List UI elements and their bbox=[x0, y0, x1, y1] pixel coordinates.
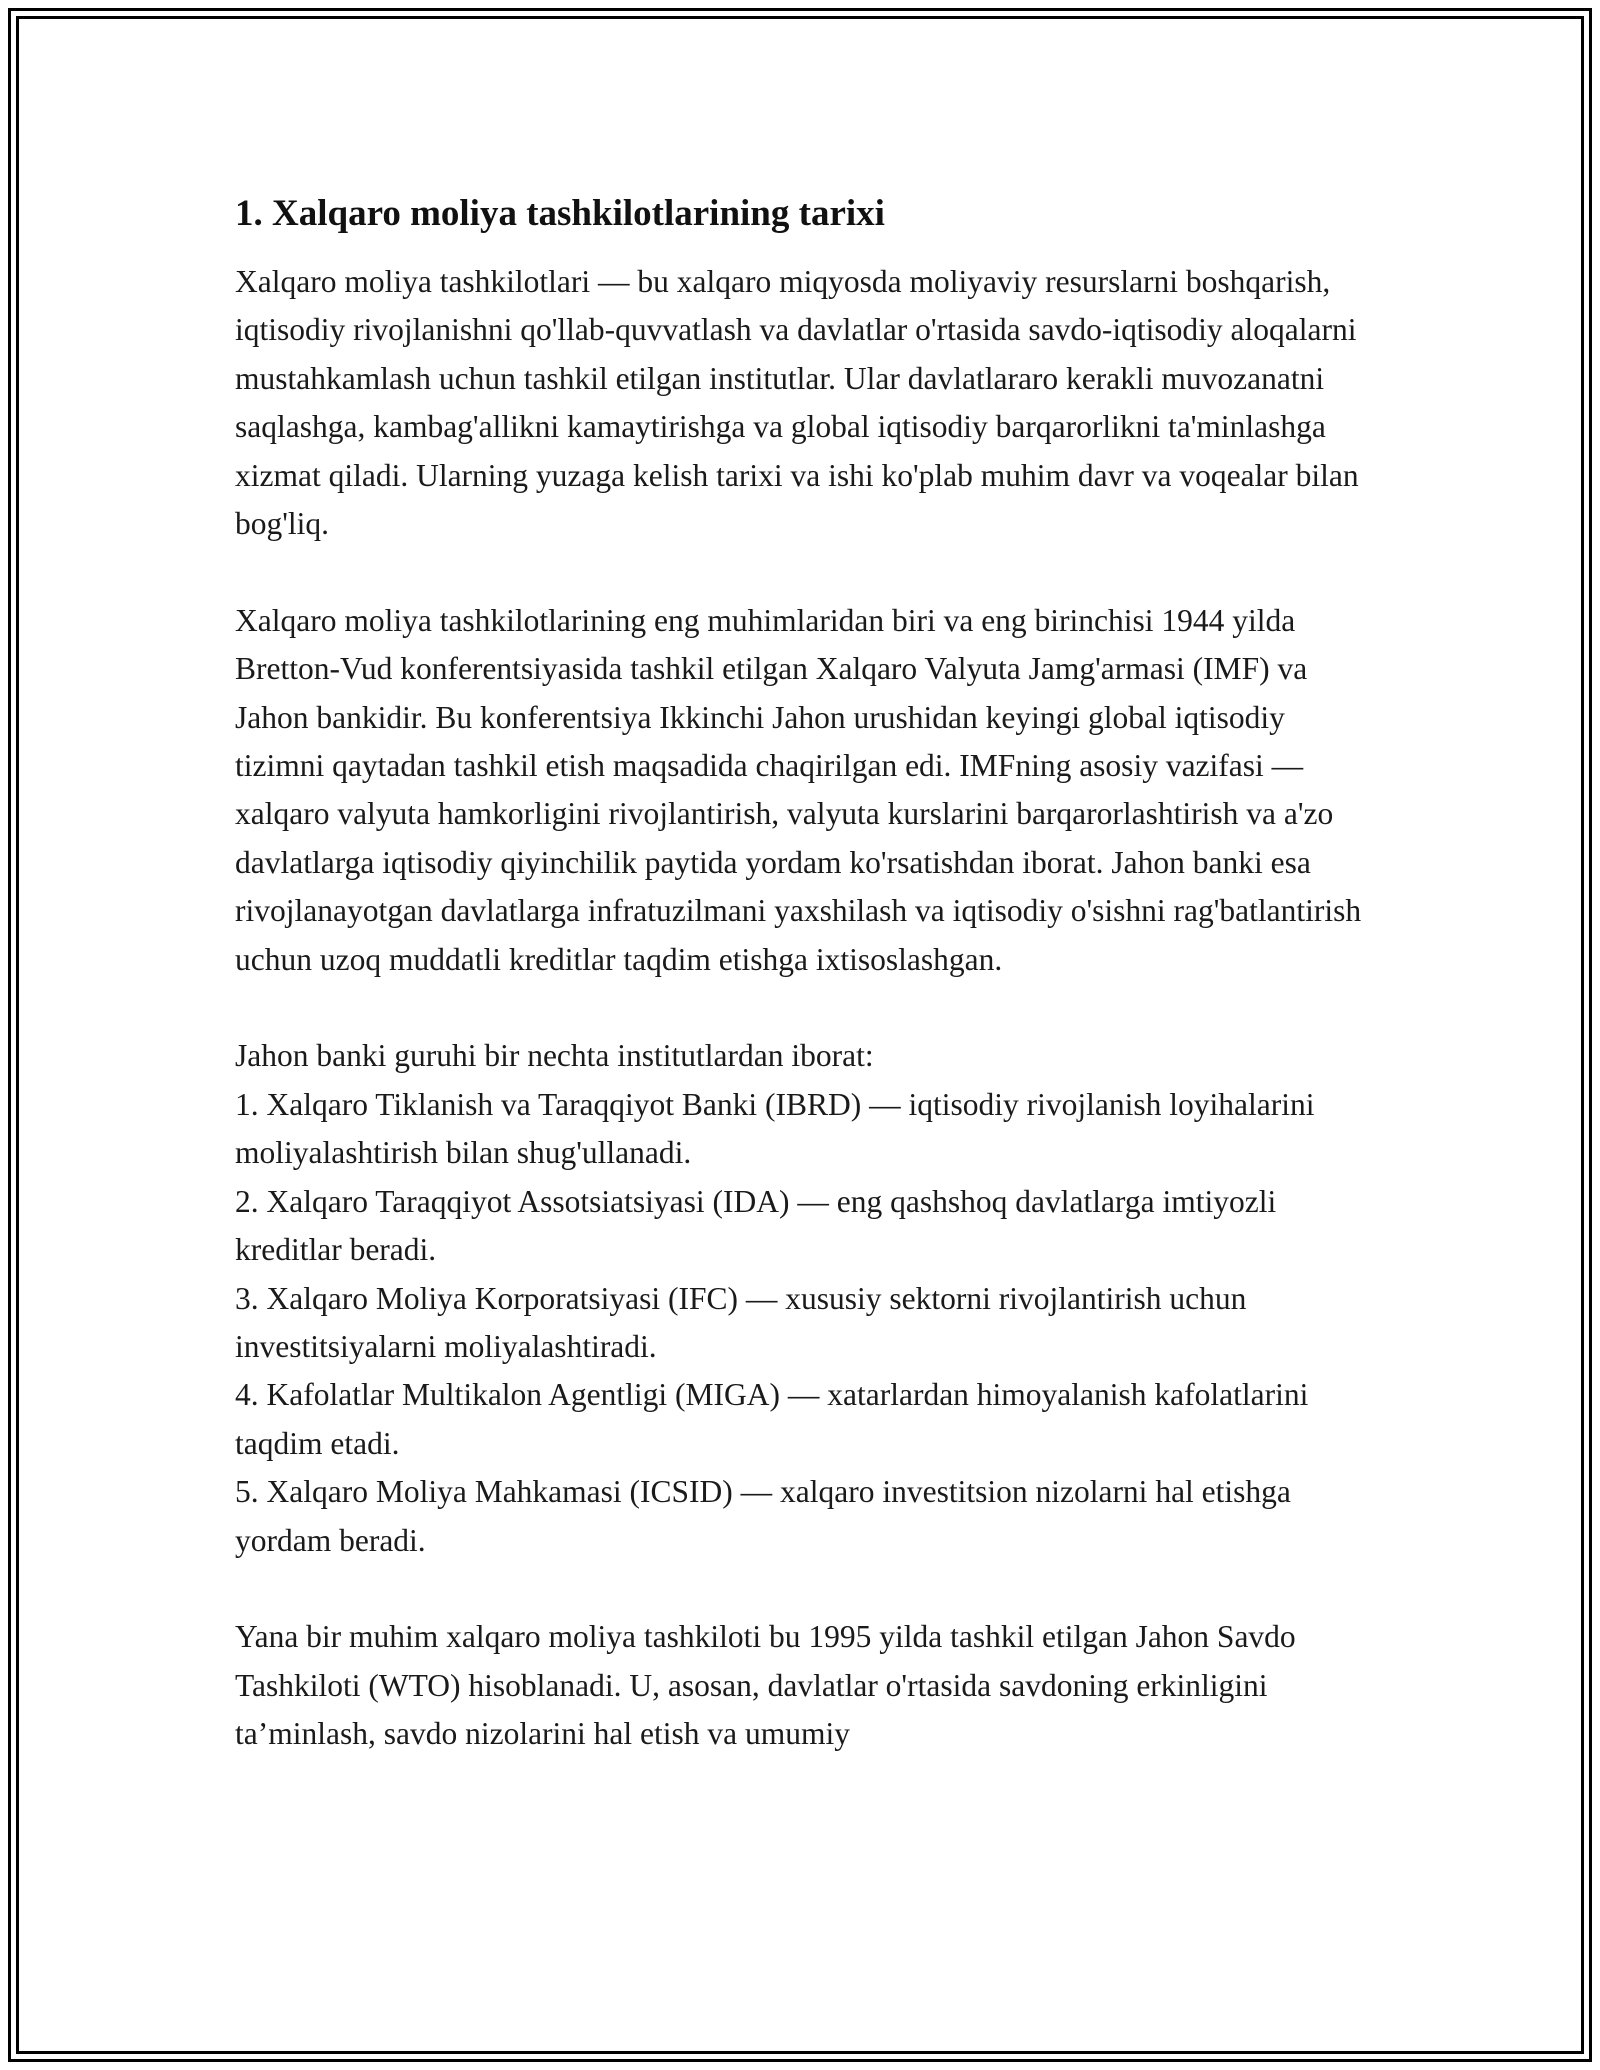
intro-paragraph: Xalqaro moliya tashkilotlari — bu xalqaro miqyosda moliyaviy resurslarni boshqarish, iqtisodiy rivojlanishni qo'llab-quvvatlash va davlatlar o'rtasida savdo-iqtisodiy aloqalarni mustahkamlash uchun tashkil etilgan institutlar. Ular davlatlararo kerakli muvozanatni saqlashga, kambag'allikni kamaytirishga va global iqtisodiy barqarorlikni ta'minlashga xizmat qiladi. Ularning yuzaga kelish tarixi va ishi ko'plab muhim davr va voqealar bilan bog'liq. bbox=[235, 264, 1367, 542]
list-item-miga: 4. Kafolatlar Multikalon Agentligi (MIGA) — xatarlardan himoyalanish kafolatlarini taqdim etadi. bbox=[235, 1377, 1309, 1461]
history-paragraph: Xalqaro moliya tashkilotlarining eng muhimlaridan biri va eng birinchisi 1944 yilda Bretton-Vud konferentsiyasida tashkil etilgan Xalqaro Valyuta Jamg'armasi (IMF) va Jahon bankidir. Bu konferentsiya Ikkinchi Jahon urushidan keyingi global iqtisodiy tizimni qaytadan tashkil etish maqsadida chaqirilgan edi. IMFning asosiy vazifasi — xalqaro valyuta hamkorligini rivojlantirish, valyuta kurslarini barqarorlashtirish va a'zo davlatlarga iqtisodiy qiyinchilik paytida yordam ko'rsatishdan iborat. Jahon banki esa rivojlanayotgan davlatlarga infratuzilmani yaxshilash va iqtisodiy o'sishni rag'batlantirish uchun uzoq muddatli kreditlar taqdim etishga ixtisoslashgan. bbox=[235, 602, 1370, 977]
list-item-ifc: 3. Xalqaro Moliya Korporatsiyasi (IFC) — xususiy sektorni rivojlantirish uchun investitsiyalarni moliyalashtiradi. bbox=[235, 1280, 1247, 1364]
world-bank-group-list bbox=[235, 1032, 1375, 1564]
list-item-icsid: 5. Xalqaro Moliya Mahkamasi (ICSID) — xalqaro investitsion nizolarni hal etishga yordam beradi. bbox=[235, 1474, 1291, 1558]
document-body bbox=[235, 188, 1375, 1807]
list-intro: Jahon banki guruhi bir nechta institutlardan iborat: bbox=[235, 1038, 874, 1074]
list-item-ida: 2. Xalqaro Taraqqiyot Assotsiatsiyasi (IDA) — eng qashshoq davlatlarga imtiyozli kreditlar beradi. bbox=[235, 1183, 1277, 1268]
wto-paragraph: Yana bir muhim xalqaro moliya tashkiloti bu 1995 yilda tashkil etilgan Jahon Savdo Tashkiloti (WTO) hisoblanadi. U, asosan, davlatlar o'rtasida savdoning erkinligini ta’minlash, savdo nizolarini hal etish va umumiy bbox=[235, 1619, 1303, 1752]
section-heading: 1. Xalqaro moliya tashkilotlarining tarixi bbox=[235, 193, 885, 234]
list-item-ibrd: 1. Xalqaro Tiklanish va Taraqqiyot Banki (IBRD) — iqtisodiy rivojlanish loyihalarini moliyalashtirish bilan shug'ullanadi. bbox=[235, 1086, 1315, 1171]
